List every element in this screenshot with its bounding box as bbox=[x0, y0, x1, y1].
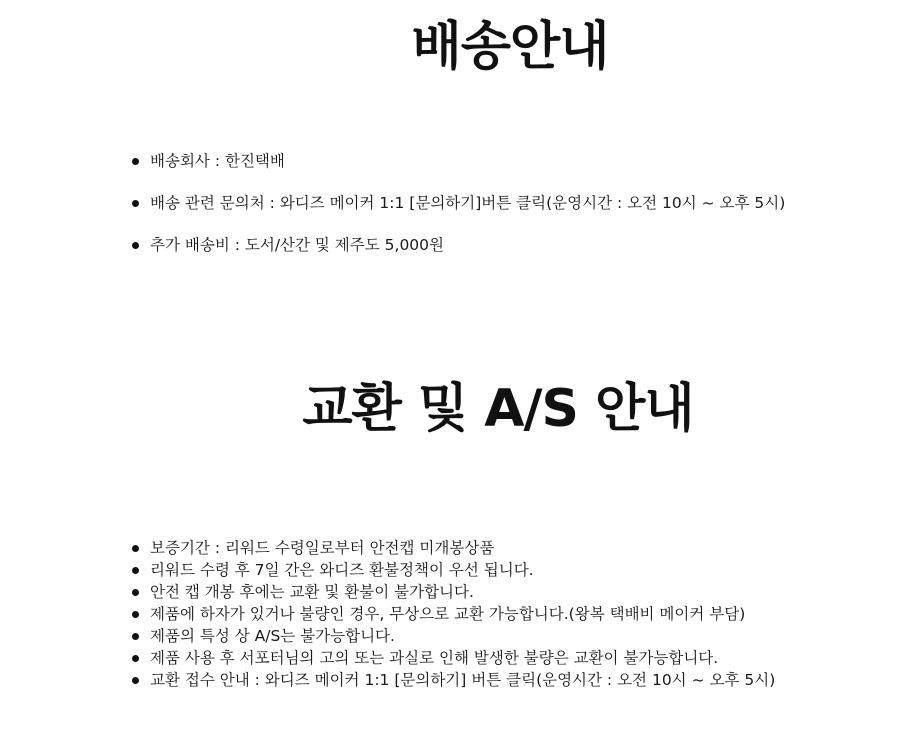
exchange-info-item bbox=[128, 559, 775, 581]
exchange-info-item bbox=[128, 603, 775, 625]
exchange-info-text: 교환 접수 안내 : 와디즈 메이커 1:1 [문의하기] 버튼 클릭(운영시간 : 오전 10시 ~ 오후 5시) bbox=[150, 671, 776, 689]
shipping-info-text: 배송 관련 문의처 : 와디즈 메이커 1:1 [문의하기]버튼 클릭(운영시간 : 오전 10시 ~ 오후 5시) bbox=[150, 194, 786, 212]
exchange-title: 교환 및 A/S 안내 bbox=[302, 379, 694, 439]
bullet-icon bbox=[132, 611, 139, 618]
bullet-icon bbox=[132, 200, 139, 207]
shipping-info-list bbox=[128, 150, 785, 276]
bullet-icon bbox=[132, 589, 139, 596]
shipping-info-item bbox=[128, 150, 785, 172]
bullet-icon bbox=[132, 242, 139, 249]
exchange-info-list bbox=[128, 537, 775, 691]
exchange-info-text: 제품의 특성 상 A/S는 불가능합니다. bbox=[150, 627, 395, 645]
shipping-info-text: 배송회사 : 한진택배 bbox=[150, 152, 285, 170]
bullet-icon bbox=[132, 567, 139, 574]
exchange-info-item bbox=[128, 581, 775, 603]
exchange-info-item bbox=[128, 625, 775, 647]
exchange-info-text: 리워드 수령 후 7일 간은 와디즈 환불정책이 우선 됩니다. bbox=[150, 561, 534, 579]
bullet-icon bbox=[132, 633, 139, 640]
shipping-info-text: 추가 배송비 : 도서/산간 및 제주도 5,000원 bbox=[150, 236, 445, 254]
bullet-icon bbox=[132, 677, 139, 684]
exchange-info-text: 제품 사용 후 서포터님의 고의 또는 과실로 인해 발생한 불량은 교환이 불가능합니다. bbox=[150, 649, 719, 667]
exchange-info-text: 보증기간 : 리워드 수령일로부터 안전캡 미개봉상품 bbox=[150, 539, 495, 557]
bullet-icon bbox=[132, 545, 139, 552]
exchange-info-item bbox=[128, 669, 775, 691]
exchange-info-text: 안전 캡 개봉 후에는 교환 및 환불이 불가합니다. bbox=[150, 583, 474, 601]
exchange-info-text: 제품에 하자가 있거나 불량인 경우, 무상으로 교환 가능합니다.(왕복 택배비 메이커 부담) bbox=[150, 605, 746, 623]
exchange-info-item bbox=[128, 647, 775, 669]
exchange-info-item bbox=[128, 537, 775, 559]
bullet-icon bbox=[132, 655, 139, 662]
shipping-info-item bbox=[128, 234, 785, 256]
bullet-icon bbox=[132, 158, 139, 165]
shipping-title: 배송안내 bbox=[411, 17, 609, 77]
shipping-info-item bbox=[128, 192, 785, 214]
